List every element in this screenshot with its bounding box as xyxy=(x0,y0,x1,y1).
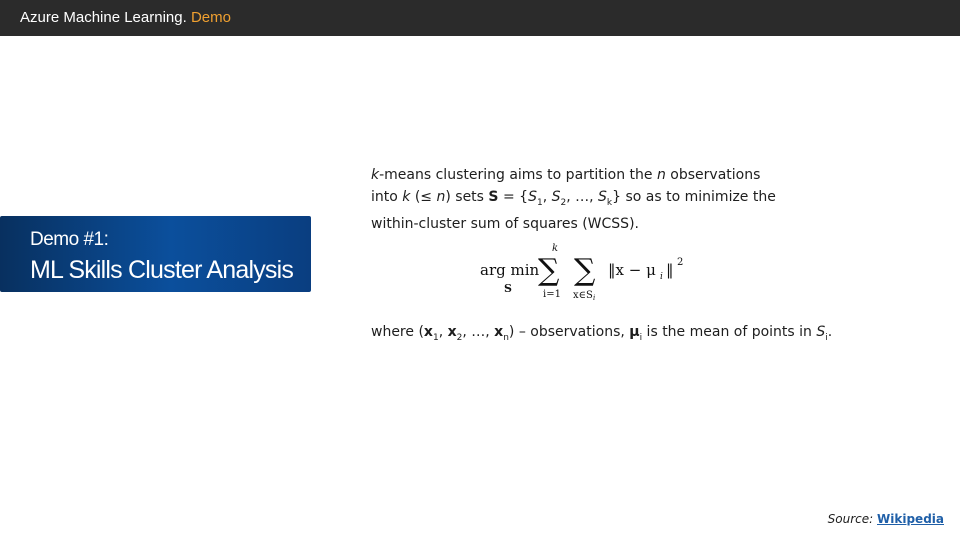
sub: i xyxy=(825,332,828,343)
var-x: x xyxy=(447,324,457,340)
var-Sk: S xyxy=(598,188,607,205)
text: where ( xyxy=(371,324,424,340)
norm-text: ‖x − μ xyxy=(608,261,656,279)
text: ) sets xyxy=(445,188,489,205)
sub: n xyxy=(503,332,509,343)
var-S: S xyxy=(816,324,826,340)
var-k: k xyxy=(371,167,380,183)
formula-svg xyxy=(478,238,718,304)
text: . xyxy=(827,324,833,340)
var-S2: S xyxy=(551,188,561,205)
text: , xyxy=(438,324,448,340)
sigma-inner: ∑ xyxy=(574,253,596,288)
text: (≤ xyxy=(410,188,437,205)
text: } so as to minimize the within-cluster sum of squares (WCSS). xyxy=(371,188,776,232)
var-S1: S xyxy=(528,188,537,205)
argmin-text: arg min xyxy=(480,261,540,279)
norm-close: ‖ xyxy=(666,261,674,279)
source-citation xyxy=(828,512,944,526)
var-mu: μ xyxy=(629,324,640,340)
where-line xyxy=(371,322,931,348)
text: -means clustering aims to partition the xyxy=(379,167,657,183)
header-highlight: Demo xyxy=(190,9,231,26)
sigma-bottom-x: x∈S xyxy=(573,290,593,301)
var-x: x xyxy=(494,324,504,340)
wcss-formula xyxy=(478,238,718,304)
argmin-under: S xyxy=(504,282,512,295)
sigma-bottom-sub: i xyxy=(593,294,596,302)
text: , …, xyxy=(462,324,495,340)
text: ) – observations, xyxy=(508,324,630,340)
header-title: Azure Machine Learning. xyxy=(20,9,187,26)
sub: 2 xyxy=(560,197,567,208)
text: = { xyxy=(498,188,529,205)
demo-card xyxy=(0,216,311,292)
mu-sub: i xyxy=(660,272,663,282)
text: is the mean of points in xyxy=(642,324,817,340)
sigma-bottom-i: i=1 xyxy=(543,289,561,300)
text: observations into xyxy=(371,167,761,205)
power: 2 xyxy=(677,257,684,268)
text: , xyxy=(542,188,552,205)
var-k: k xyxy=(402,188,411,205)
sub: 2 xyxy=(456,332,463,343)
var-x: x xyxy=(423,324,433,340)
var-S-bold: S xyxy=(488,188,499,205)
demo-title: ML Skills Cluster Analysis xyxy=(30,256,294,284)
sigma-top-k: k xyxy=(552,243,559,254)
text: , …, xyxy=(566,188,599,205)
source-label: Source: xyxy=(827,512,874,526)
sub: 1 xyxy=(432,332,439,343)
sigma-outer: ∑ xyxy=(538,253,560,288)
wikipedia-link[interactable]: Wikipedia xyxy=(877,512,944,526)
sub: i xyxy=(639,332,643,343)
sub: 1 xyxy=(536,197,543,208)
demo-subtitle: Demo #1: xyxy=(30,229,109,250)
var-n: n xyxy=(656,167,666,183)
sub: k xyxy=(606,197,613,208)
var-n: n xyxy=(436,188,446,205)
title-bar xyxy=(0,0,960,36)
description-paragraph xyxy=(371,165,791,235)
